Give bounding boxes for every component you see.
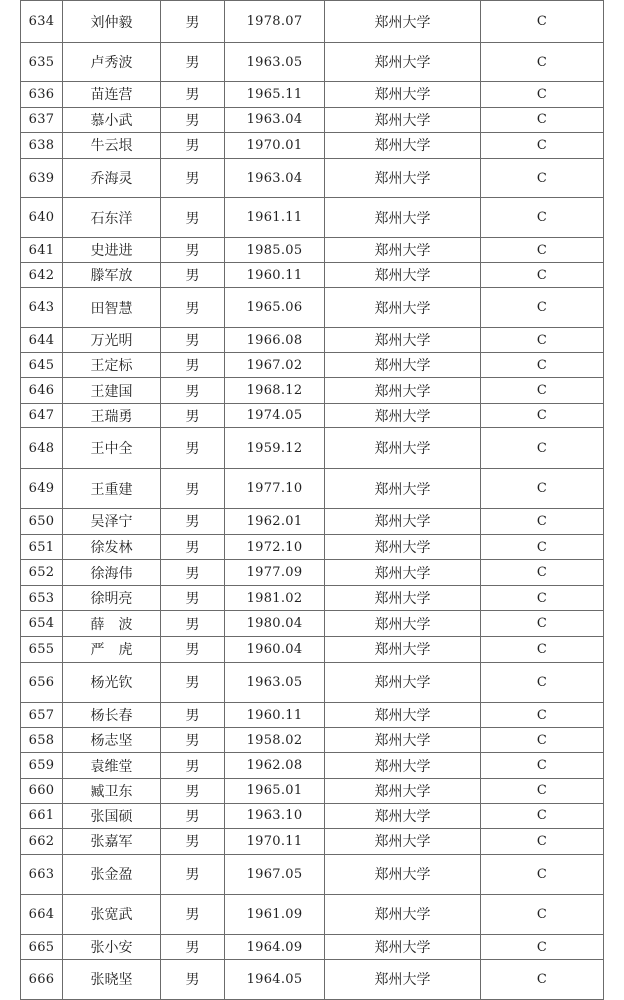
institution-name: 郑州大学 — [325, 198, 481, 238]
birth-date: 1963.10 — [225, 803, 325, 829]
table-row — [21, 636, 604, 662]
row-number: 656 — [21, 662, 63, 703]
grade-cell: C — [481, 585, 604, 611]
institution-name: 郑州大学 — [325, 829, 481, 855]
table-row — [21, 662, 604, 703]
person-name: 袁维堂 — [63, 753, 161, 779]
grade-cell: C — [481, 959, 604, 999]
table-row — [21, 829, 604, 855]
grade-cell: C — [481, 753, 604, 779]
birth-date: 1980.04 — [225, 611, 325, 637]
birth-date: 1963.04 — [225, 158, 325, 198]
birth-date: 1960.11 — [225, 262, 325, 288]
gender-cell: 男 — [161, 585, 225, 611]
institution-name: 郑州大学 — [325, 662, 481, 703]
birth-date: 1960.04 — [225, 636, 325, 662]
table-row — [21, 935, 604, 960]
row-number: 663 — [21, 854, 63, 894]
birth-date: 1964.09 — [225, 935, 325, 960]
birth-date: 1972.10 — [225, 534, 325, 560]
grade-cell: C — [481, 509, 604, 535]
person-name: 卢秀波 — [63, 43, 161, 82]
gender-cell: 男 — [161, 238, 225, 263]
row-number: 659 — [21, 753, 63, 779]
grade-cell: C — [481, 779, 604, 804]
institution-name: 郑州大学 — [325, 107, 481, 133]
institution-name: 郑州大学 — [325, 611, 481, 637]
gender-cell: 男 — [161, 803, 225, 829]
roster-table — [20, 0, 604, 1000]
grade-cell: C — [481, 560, 604, 586]
institution-name: 郑州大学 — [325, 288, 481, 328]
gender-cell: 男 — [161, 727, 225, 753]
row-number: 642 — [21, 262, 63, 288]
table-row — [21, 81, 604, 107]
institution-name: 郑州大学 — [325, 935, 481, 960]
row-number: 647 — [21, 403, 63, 428]
person-name: 薛 波 — [63, 611, 161, 637]
grade-cell: C — [481, 727, 604, 753]
gender-cell: 男 — [161, 560, 225, 586]
institution-name: 郑州大学 — [325, 703, 481, 728]
person-name: 张晓坚 — [63, 959, 161, 999]
table-row — [21, 403, 604, 428]
table-row — [21, 352, 604, 378]
institution-name: 郑州大学 — [325, 534, 481, 560]
row-number: 664 — [21, 894, 63, 935]
grade-cell: C — [481, 469, 604, 509]
person-name: 杨长春 — [63, 703, 161, 728]
table-row — [21, 779, 604, 804]
grade-cell: C — [481, 107, 604, 133]
table-row — [21, 288, 604, 328]
birth-date: 1967.05 — [225, 854, 325, 894]
birth-date: 1970.11 — [225, 829, 325, 855]
gender-cell: 男 — [161, 662, 225, 703]
institution-name: 郑州大学 — [325, 585, 481, 611]
row-number: 638 — [21, 133, 63, 159]
person-name: 石东洋 — [63, 198, 161, 238]
table-row — [21, 611, 604, 637]
gender-cell: 男 — [161, 829, 225, 855]
institution-name: 郑州大学 — [325, 560, 481, 586]
institution-name: 郑州大学 — [325, 81, 481, 107]
gender-cell: 男 — [161, 328, 225, 353]
table-row — [21, 894, 604, 935]
person-name: 王建国 — [63, 378, 161, 404]
birth-date: 1977.10 — [225, 469, 325, 509]
institution-name: 郑州大学 — [325, 469, 481, 509]
grade-cell: C — [481, 262, 604, 288]
person-name: 慕小武 — [63, 107, 161, 133]
grade-cell: C — [481, 636, 604, 662]
person-name: 田智慧 — [63, 288, 161, 328]
institution-name: 郑州大学 — [325, 854, 481, 894]
row-number: 640 — [21, 198, 63, 238]
birth-date: 1967.02 — [225, 352, 325, 378]
birth-date: 1978.07 — [225, 1, 325, 43]
row-number: 652 — [21, 560, 63, 586]
birth-date: 1963.05 — [225, 662, 325, 703]
table-row — [21, 378, 604, 404]
table-row — [21, 1, 604, 43]
grade-cell: C — [481, 428, 604, 469]
birth-date: 1985.05 — [225, 238, 325, 263]
birth-date: 1961.11 — [225, 198, 325, 238]
gender-cell: 男 — [161, 469, 225, 509]
row-number: 666 — [21, 959, 63, 999]
grade-cell: C — [481, 198, 604, 238]
grade-cell: C — [481, 288, 604, 328]
grade-cell: C — [481, 1, 604, 43]
grade-cell: C — [481, 703, 604, 728]
gender-cell: 男 — [161, 1, 225, 43]
row-number: 635 — [21, 43, 63, 82]
table-row — [21, 43, 604, 82]
person-name: 王重建 — [63, 469, 161, 509]
institution-name: 郑州大学 — [325, 894, 481, 935]
institution-name: 郑州大学 — [325, 1, 481, 43]
institution-name: 郑州大学 — [325, 238, 481, 263]
row-number: 660 — [21, 779, 63, 804]
table-row — [21, 560, 604, 586]
row-number: 644 — [21, 328, 63, 353]
birth-date: 1959.12 — [225, 428, 325, 469]
gender-cell: 男 — [161, 428, 225, 469]
gender-cell: 男 — [161, 198, 225, 238]
institution-name: 郑州大学 — [325, 328, 481, 353]
person-name: 史进进 — [63, 238, 161, 263]
gender-cell: 男 — [161, 894, 225, 935]
institution-name: 郑州大学 — [325, 133, 481, 159]
row-number: 637 — [21, 107, 63, 133]
grade-cell: C — [481, 403, 604, 428]
person-name: 张国硕 — [63, 803, 161, 829]
grade-cell: C — [481, 803, 604, 829]
institution-name: 郑州大学 — [325, 636, 481, 662]
institution-name: 郑州大学 — [325, 352, 481, 378]
person-name: 杨志坚 — [63, 727, 161, 753]
row-number: 662 — [21, 829, 63, 855]
table-row — [21, 107, 604, 133]
birth-date: 1981.02 — [225, 585, 325, 611]
person-name: 严 虎 — [63, 636, 161, 662]
institution-name: 郑州大学 — [325, 779, 481, 804]
person-name: 杨光钦 — [63, 662, 161, 703]
grade-cell: C — [481, 854, 604, 894]
person-name: 吴泽宁 — [63, 509, 161, 535]
institution-name: 郑州大学 — [325, 959, 481, 999]
birth-date: 1962.08 — [225, 753, 325, 779]
person-name: 滕军放 — [63, 262, 161, 288]
grade-cell: C — [481, 81, 604, 107]
grade-cell: C — [481, 378, 604, 404]
person-name: 徐发林 — [63, 534, 161, 560]
row-number: 661 — [21, 803, 63, 829]
grade-cell: C — [481, 43, 604, 82]
institution-name: 郑州大学 — [325, 753, 481, 779]
table-row — [21, 509, 604, 535]
table-row — [21, 585, 604, 611]
institution-name: 郑州大学 — [325, 378, 481, 404]
table-row — [21, 753, 604, 779]
grade-cell: C — [481, 935, 604, 960]
birth-date: 1962.01 — [225, 509, 325, 535]
table-row — [21, 158, 604, 198]
row-number: 655 — [21, 636, 63, 662]
institution-name: 郑州大学 — [325, 509, 481, 535]
row-number: 657 — [21, 703, 63, 728]
institution-name: 郑州大学 — [325, 403, 481, 428]
birth-date: 1977.09 — [225, 560, 325, 586]
person-name: 张小安 — [63, 935, 161, 960]
person-name: 张金盈 — [63, 854, 161, 894]
person-name: 臧卫东 — [63, 779, 161, 804]
table-row — [21, 428, 604, 469]
row-number: 654 — [21, 611, 63, 637]
row-number: 639 — [21, 158, 63, 198]
institution-name: 郑州大学 — [325, 428, 481, 469]
birth-date: 1963.05 — [225, 43, 325, 82]
gender-cell: 男 — [161, 534, 225, 560]
grade-cell: C — [481, 611, 604, 637]
table-row — [21, 854, 604, 894]
institution-name: 郑州大学 — [325, 262, 481, 288]
birth-date: 1958.02 — [225, 727, 325, 753]
table-row — [21, 133, 604, 159]
birth-date: 1964.05 — [225, 959, 325, 999]
grade-cell: C — [481, 662, 604, 703]
institution-name: 郑州大学 — [325, 727, 481, 753]
row-number: 641 — [21, 238, 63, 263]
birth-date: 1960.11 — [225, 703, 325, 728]
row-number: 649 — [21, 469, 63, 509]
gender-cell: 男 — [161, 935, 225, 960]
gender-cell: 男 — [161, 509, 225, 535]
birth-date: 1965.01 — [225, 779, 325, 804]
birth-date: 1965.11 — [225, 81, 325, 107]
gender-cell: 男 — [161, 611, 225, 637]
gender-cell: 男 — [161, 133, 225, 159]
row-number: 651 — [21, 534, 63, 560]
institution-name: 郑州大学 — [325, 43, 481, 82]
gender-cell: 男 — [161, 854, 225, 894]
birth-date: 1974.05 — [225, 403, 325, 428]
grade-cell: C — [481, 829, 604, 855]
grade-cell: C — [481, 894, 604, 935]
birth-date: 1966.08 — [225, 328, 325, 353]
row-number: 648 — [21, 428, 63, 469]
gender-cell: 男 — [161, 753, 225, 779]
person-name: 王中全 — [63, 428, 161, 469]
table-row — [21, 727, 604, 753]
grade-cell: C — [481, 328, 604, 353]
table-row — [21, 328, 604, 353]
grade-cell: C — [481, 133, 604, 159]
gender-cell: 男 — [161, 43, 225, 82]
birth-date: 1961.09 — [225, 894, 325, 935]
gender-cell: 男 — [161, 352, 225, 378]
roster-table-body — [21, 1, 604, 1000]
table-row — [21, 959, 604, 999]
person-name: 徐海伟 — [63, 560, 161, 586]
row-number: 643 — [21, 288, 63, 328]
gender-cell: 男 — [161, 636, 225, 662]
person-name: 牛云垠 — [63, 133, 161, 159]
person-name: 徐明亮 — [63, 585, 161, 611]
gender-cell: 男 — [161, 262, 225, 288]
institution-name: 郑州大学 — [325, 158, 481, 198]
table-row — [21, 262, 604, 288]
gender-cell: 男 — [161, 288, 225, 328]
row-number: 636 — [21, 81, 63, 107]
table-row — [21, 198, 604, 238]
birth-date: 1968.12 — [225, 378, 325, 404]
grade-cell: C — [481, 158, 604, 198]
person-name: 乔海灵 — [63, 158, 161, 198]
row-number: 645 — [21, 352, 63, 378]
gender-cell: 男 — [161, 158, 225, 198]
grade-cell: C — [481, 238, 604, 263]
row-number: 653 — [21, 585, 63, 611]
gender-cell: 男 — [161, 403, 225, 428]
birth-date: 1970.01 — [225, 133, 325, 159]
gender-cell: 男 — [161, 703, 225, 728]
birth-date: 1963.04 — [225, 107, 325, 133]
table-row — [21, 803, 604, 829]
table-row — [21, 469, 604, 509]
row-number: 646 — [21, 378, 63, 404]
row-number: 650 — [21, 509, 63, 535]
institution-name: 郑州大学 — [325, 803, 481, 829]
row-number: 634 — [21, 1, 63, 43]
person-name: 张宽武 — [63, 894, 161, 935]
person-name: 万光明 — [63, 328, 161, 353]
gender-cell: 男 — [161, 779, 225, 804]
grade-cell: C — [481, 534, 604, 560]
birth-date: 1965.06 — [225, 288, 325, 328]
person-name: 王定标 — [63, 352, 161, 378]
row-number: 658 — [21, 727, 63, 753]
person-name: 苗连营 — [63, 81, 161, 107]
person-name: 刘仲毅 — [63, 1, 161, 43]
gender-cell: 男 — [161, 959, 225, 999]
grade-cell: C — [481, 352, 604, 378]
row-number: 665 — [21, 935, 63, 960]
gender-cell: 男 — [161, 81, 225, 107]
table-row — [21, 534, 604, 560]
table-row — [21, 703, 604, 728]
table-row — [21, 238, 604, 263]
gender-cell: 男 — [161, 107, 225, 133]
person-name: 王瑞勇 — [63, 403, 161, 428]
person-name: 张嘉军 — [63, 829, 161, 855]
gender-cell: 男 — [161, 378, 225, 404]
